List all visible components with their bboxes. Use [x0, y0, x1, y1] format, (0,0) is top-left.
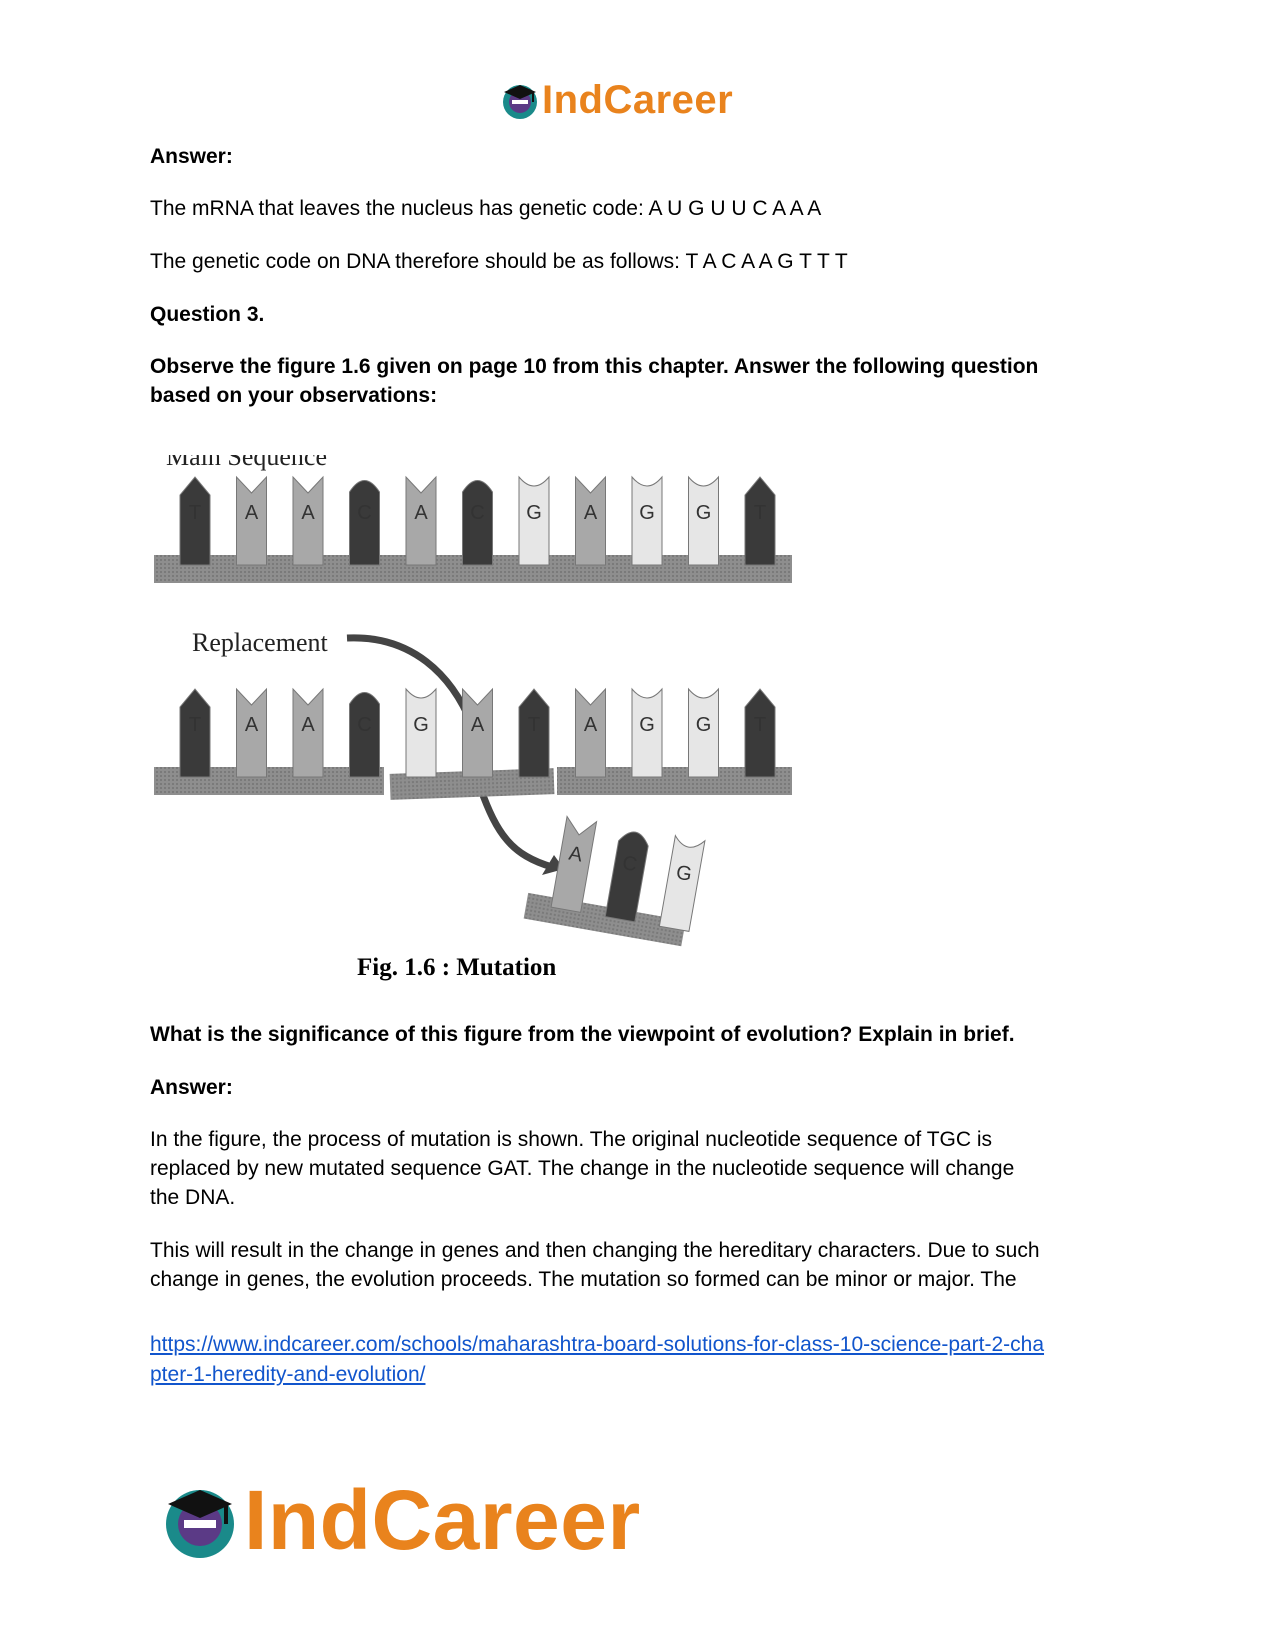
- answer-para1-line3: the DNA.: [150, 1186, 236, 1209]
- nucleotide-letter: A: [244, 502, 259, 524]
- main-sequence-label: Main Sequence: [166, 455, 328, 471]
- answer-heading-2: Answer:: [150, 1076, 233, 1099]
- nucleotide-main-8: [632, 477, 662, 565]
- replaced-bases: [180, 689, 775, 777]
- nucleotide-main-0: [180, 477, 210, 565]
- nucleotide-main-5: [463, 481, 493, 566]
- answer-para2-line1: This will result in the change in genes and then changing the hereditary characters. Due to such: [150, 1239, 1040, 1262]
- nucleotide-replaced-10: [745, 689, 775, 777]
- nucleotide-letter: A: [470, 714, 485, 736]
- remove-arrow: [480, 787, 552, 867]
- nucleotide-replaced-6: [519, 689, 549, 777]
- nucleotide-letter: C: [620, 852, 639, 877]
- figure-caption: Fig. 1.6 : Mutation: [357, 954, 557, 981]
- nucleotide-replaced-8: [632, 689, 662, 777]
- nucleotide-replaced-0: [180, 689, 210, 777]
- answer-para1-line1: In the figure, the process of mutation is shown. The original nucleotide sequence of TGC is: [150, 1128, 993, 1151]
- nucleotide-letter: A: [583, 714, 598, 736]
- answer-text-dna: The genetic code on DNA therefore should be as follows: T A C A A G T T T: [150, 250, 848, 273]
- nucleotide-main-4: [406, 477, 436, 565]
- nucleotide-main-9: [689, 477, 719, 565]
- mutation-diagram: [152, 455, 842, 1045]
- question-prompt-line1: Observe the figure 1.6 given on page 10 from this chapter. Answer the following question: [150, 355, 1039, 378]
- nucleotide-letter: G: [639, 502, 655, 524]
- nucleotide-replaced-2: [293, 689, 323, 777]
- nucleotide-replaced-4: [406, 689, 436, 777]
- answer-para1-line2: replaced by new mutated sequence GAT. The change in the nucleotide sequence will change: [150, 1157, 1015, 1180]
- nucleotide-letter: G: [695, 502, 712, 524]
- source-link-line2[interactable]: pter-1-heredity-and-evolution/: [150, 1363, 426, 1386]
- nucleotide-main-1: [237, 477, 267, 565]
- nucleotide-letter: T: [753, 714, 767, 736]
- nucleotide-main-3: [350, 481, 380, 566]
- nucleotide-letter: A: [583, 502, 598, 524]
- nucleotide-letter: G: [526, 502, 542, 524]
- nucleotide-letter: T: [527, 714, 541, 736]
- logo-wordmark: IndCareer: [244, 1473, 641, 1567]
- nucleotide-letter: A: [301, 714, 315, 736]
- logo-wordmark: IndCareer: [542, 78, 734, 122]
- replacement-label: Replacement: [192, 628, 328, 657]
- footer-logo: [160, 1470, 641, 1570]
- nucleotide-main-7: [576, 477, 606, 565]
- logo-mortarboard-icon: [500, 80, 540, 120]
- nucleotide-letter: A: [301, 502, 315, 524]
- question-heading: Question 3.: [150, 303, 265, 326]
- nucleotide-letter: T: [188, 502, 202, 524]
- nucleotide-letter: T: [188, 714, 202, 736]
- answer-para2-line2: change in genes, the evolution proceeds. The mutation so formed can be minor or major. The: [150, 1268, 1017, 1291]
- source-link-line1[interactable]: https://www.indcareer.com/schools/maharashtra-board-solutions-for-class-10-science-part-2-cha: [150, 1333, 1045, 1356]
- nucleotide-main-2: [293, 477, 323, 565]
- nucleotide-replaced-5: [463, 689, 493, 777]
- nucleotide-main-6: [519, 477, 549, 565]
- logo-mortarboard-icon: [160, 1480, 240, 1560]
- nucleotide-letter: G: [639, 714, 655, 736]
- answer-heading: Answer:: [150, 145, 233, 168]
- nucleotide-letter: G: [413, 714, 429, 736]
- nucleotide-letter: C: [357, 714, 372, 736]
- nucleotide-letter: A: [244, 714, 259, 736]
- nucleotide-replaced-1: [237, 689, 267, 777]
- nucleotide-letter: A: [414, 502, 428, 524]
- nucleotide-letter: G: [695, 714, 712, 736]
- question-sub: What is the significance of this figure from the viewpoint of evolution? Explain in brief.: [150, 1023, 1015, 1046]
- nucleotide-letter: T: [753, 502, 767, 524]
- header-logo: [500, 76, 733, 124]
- nucleotide-replaced-9: [689, 689, 719, 777]
- answer-text-mrna: The mRNA that leaves the nucleus has genetic code: A U G U U C A A A: [150, 197, 822, 220]
- nucleotide-removed-1: [605, 830, 650, 922]
- removed-fragment: [524, 812, 705, 947]
- nucleotide-removed-2: [659, 836, 705, 932]
- nucleotide-letter: A: [567, 842, 585, 867]
- nucleotide-letter: C: [470, 502, 485, 524]
- main-bases: [180, 477, 775, 565]
- nucleotide-letter: G: [674, 861, 694, 886]
- nucleotide-replaced-3: [350, 693, 380, 778]
- nucleotide-replaced-7: [576, 689, 606, 777]
- question-prompt-line2: based on your observations:: [150, 384, 438, 407]
- nucleotide-main-10: [745, 477, 775, 565]
- source-link[interactable]: [150, 1330, 1130, 1390]
- nucleotide-letter: C: [357, 502, 372, 524]
- mutation-figure: [152, 455, 842, 1045]
